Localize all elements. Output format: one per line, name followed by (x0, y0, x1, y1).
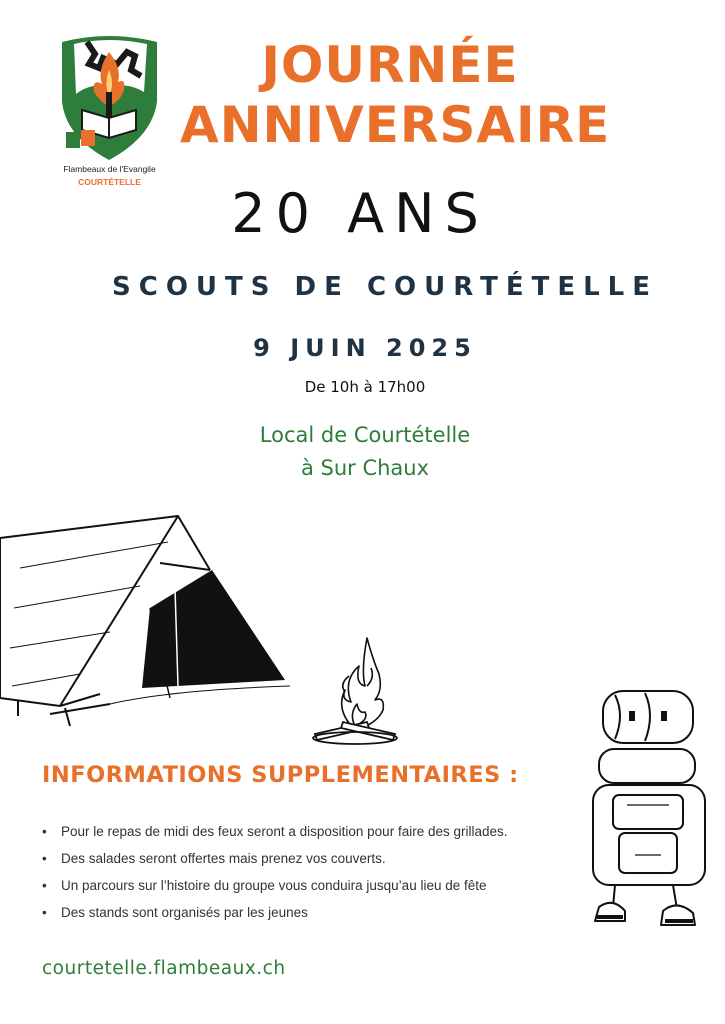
info-heading: INFORMATIONS SUPPLEMENTAIRES : (42, 762, 519, 788)
org-town: COURTÉTELLE (78, 177, 141, 187)
subtitle: SCOUTS DE COURTÉTELLE (112, 272, 658, 302)
campfire-icon (305, 630, 405, 750)
flame-book-shield-icon (52, 32, 167, 162)
info-list (42, 818, 602, 926)
tent-icon (0, 508, 300, 733)
list-item: • Des stands sont organisés par les jeunes (42, 899, 602, 926)
title-line-1: JOURNÉE (261, 36, 519, 94)
event-place-line-1: Local de Courtételle (259, 423, 471, 447)
list-item: • Des salades seront offertes mais prenez vos couverts. (42, 845, 602, 872)
flambeaux-logo (52, 32, 167, 192)
backpack-icon (585, 685, 710, 940)
years-heading: 20 ANS (231, 182, 489, 245)
org-name: Flambeaux de l'Evangile (63, 164, 156, 174)
event-hours: De 10h à 17h00 (304, 378, 426, 396)
event-place-line-2: à Sur Chaux (300, 456, 430, 480)
website-link[interactable]: courtetelle.flambeaux.ch (42, 958, 286, 979)
list-item: • Pour le repas de midi des feux seront a disposition pour faire des grillades. (42, 818, 602, 845)
event-date: 9 JUIN 2025 (253, 334, 477, 362)
list-item: • Un parcours sur l’histoire du groupe vous conduira jusqu’au lieu de fête (42, 872, 602, 899)
title-line-2: ANNIVERSAIRE (180, 96, 611, 154)
